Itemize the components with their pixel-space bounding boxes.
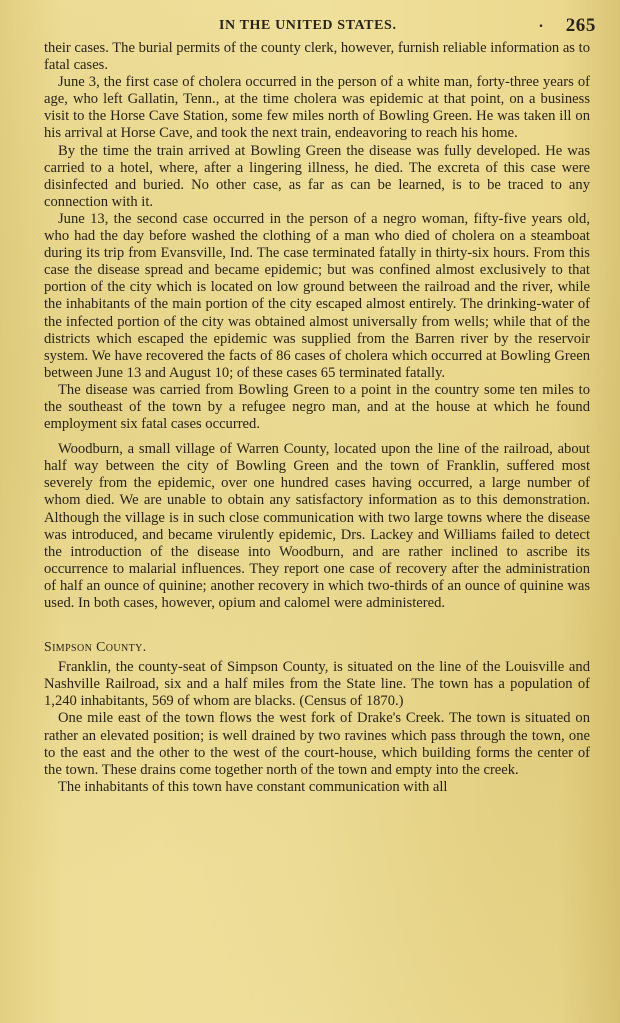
paragraph-franklin: Franklin, the county-seat of Simpson County, is situated on the line of the Louisville and Nashville Railroad, six and a half miles from the State line. The town has a population of 1,240 inhabitants, 569 of whom are blacks. (Census of 1870.) [44,659,590,710]
paragraph-woodburn: Woodburn, a small village of Warren County, located upon the line of the railroad, about half way between the city of Bowling Green and the town of Franklin, suffered most severely from the epidemic, over one hundred cases having occurred, a large number of whom died. We are unable to obtain any satisfactory information as to this demonstration. Although the village is in such close communication with two large towns where the disease was introduced, and became virulently epidemic, Drs. Lackey and Williams failed to detect the introduction of the disease into Woodburn, and are rather inclined to ascribe its occurrence to malarial influences. They report one case of recovery after the administration of half an ounce of quinine; another recovery in which two-thirds of an ounce of quinine was used. In both cases, however, opium and calomel were administered. [44,441,590,611]
paragraph-communication: The inhabitants of this town have constant communication with all [58,778,448,795]
paragraph-refugee-spread: The disease was carried from Bowling Green to a point in the country some ten miles to the southeast of the town by a refugee negro man, and at the house at which he found employment six fatal cases occurred. [44,381,590,433]
running-title: IN THE UNITED STATES. [219,18,397,33]
paragraph-continuation: their cases. The burial permits of the county clerk, however, furnish reliable information as to fatal cases. [44,40,590,74]
body-text [44,40,590,796]
paragraph-bowling-green-train: By the time the train arrived at Bowling Green the disease was fully developed. He was carried to a hotel, where, after a lingering illness, he died. The excreta of this case were disinfected and buried. No other case, as far as can be learned, is to be traced to any connection with it. [44,142,590,210]
section-heading: Simpson County. [44,639,147,655]
page-mark: . [539,14,544,31]
book-page [44,14,596,796]
running-head [44,14,596,40]
paragraph-june-3: June 3, the first case of cholera occurred in the person of a white man, forty-three years of age, who left Gallatin, Tenn., at the time cholera was epidemic at that point, on a business visit to the Horse Cave Station, some few miles north of Bowling Green. He was taken ill on his arrival at Horse Cave, and took the next train, endeavoring to reach his home. [44,74,590,142]
paragraph-june-13: June 13, the second case occurred in the person of a negro woman, fifty-five years old, who had the day before washed the clothing of a man who died of cholera on a steamboat during its trip from Evansville, Ind. The case terminated fatally in thirty-six hours. From this case the disease spread and became epidemic; but was confined almost exclusively to that portion of the city which is located on low ground between the railroad and the river, while the inhabitants of the main portion of the city escaped almost entirely. The drinking-water of the infected portion of the city was obtained almost universally from wells; while that of the districts which escaped the epidemic was supplied from the Barren river by the reservoir system. We have recovered the facts of 86 cases of cholera which occurred at Bowling Green between June 13 and August 10; of these cases 65 terminated fatally. [44,210,590,381]
page-number: 265 [565,15,596,36]
paragraph-drakes-creek: One mile east of the town flows the west fork of Drake's Creek. The town is situated on rather an elevated position; is well drained by two ravines which pass through the town, one to the east and the other to the west of the court-house, which building forms the center of the town. These drains come together north of the town and empty into the creek. [44,710,590,778]
